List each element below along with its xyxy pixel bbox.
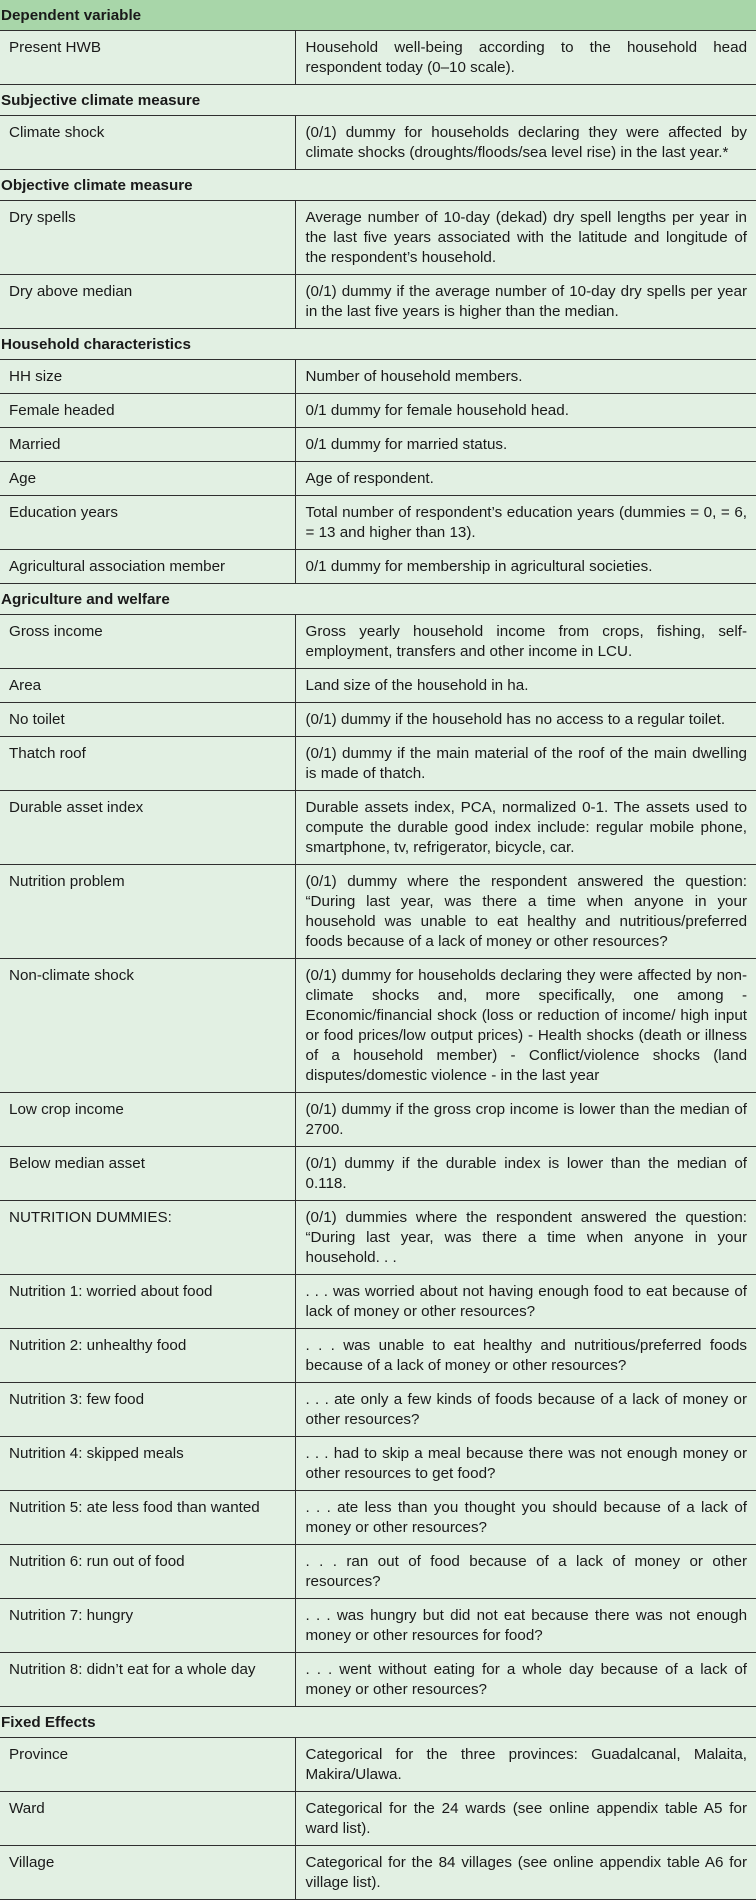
section-title: Agriculture and welfare bbox=[0, 584, 756, 615]
variable-description: (0/1) dummy if the average number of 10-day dry spells per year in the last five years is higher than the median. bbox=[295, 275, 756, 329]
variable-name: Nutrition 4: skipped meals bbox=[0, 1437, 295, 1491]
variable-name: Nutrition 6: run out of food bbox=[0, 1545, 295, 1599]
section-header-row bbox=[0, 584, 756, 615]
variable-description: Categorical for the 24 wards (see online appendix table A5 for ward list). bbox=[295, 1792, 756, 1846]
variable-description: (0/1) dummies where the respondent answered the question: “During last year, was there a time when anyone in your household. . . bbox=[295, 1201, 756, 1275]
variable-name: Education years bbox=[0, 496, 295, 550]
variable-name: Female headed bbox=[0, 394, 295, 428]
table-row bbox=[0, 31, 756, 85]
variable-name: Married bbox=[0, 428, 295, 462]
section-title: Objective climate measure bbox=[0, 170, 756, 201]
variable-description: Land size of the household in ha. bbox=[295, 669, 756, 703]
variable-name: Gross income bbox=[0, 615, 295, 669]
variable-name: Below median asset bbox=[0, 1147, 295, 1201]
variable-name: Dry above median bbox=[0, 275, 295, 329]
section-title: Fixed Effects bbox=[0, 1707, 756, 1738]
table-row bbox=[0, 1093, 756, 1147]
table-row bbox=[0, 703, 756, 737]
table-row bbox=[0, 1792, 756, 1846]
table-row bbox=[0, 428, 756, 462]
variable-description: Gross yearly household income from crops, fishing, self-employment, transfers and other income in LCU. bbox=[295, 615, 756, 669]
section-header-row bbox=[0, 329, 756, 360]
table-row bbox=[0, 496, 756, 550]
table-row bbox=[0, 669, 756, 703]
variable-description: (0/1) dummy for households declaring they were affected by non-climate shocks and, more specifically, one among - Economic/financial shock (loss or reduction of income/ high input or food prices/low output prices) - Health shocks (death or illness of a household member) - Conflict/violence shocks (land disputes/domestic violence - in the last year bbox=[295, 959, 756, 1093]
variable-description: . . . ran out of food because of a lack of money or other resources? bbox=[295, 1545, 756, 1599]
variable-name: Age bbox=[0, 462, 295, 496]
variable-description: 0/1 dummy for membership in agricultural societies. bbox=[295, 550, 756, 584]
variable-name: Dry spells bbox=[0, 201, 295, 275]
table-row bbox=[0, 1383, 756, 1437]
table-row bbox=[0, 865, 756, 959]
table-row bbox=[0, 1201, 756, 1275]
variable-description: . . . ate only a few kinds of foods because of a lack of money or other resources? bbox=[295, 1383, 756, 1437]
variable-name: NUTRITION DUMMIES: bbox=[0, 1201, 295, 1275]
variable-description: 0/1 dummy for married status. bbox=[295, 428, 756, 462]
table-row bbox=[0, 360, 756, 394]
variable-name: Low crop income bbox=[0, 1093, 295, 1147]
table-row bbox=[0, 1599, 756, 1653]
variable-description: Categorical for the three provinces: Guadalcanal, Malaita, Makira/Ulawa. bbox=[295, 1738, 756, 1792]
variable-description: Household well-being according to the household head respondent today (0–10 scale). bbox=[295, 31, 756, 85]
table-row bbox=[0, 737, 756, 791]
table-row bbox=[0, 959, 756, 1093]
section-header-row bbox=[0, 1707, 756, 1738]
table-row bbox=[0, 1437, 756, 1491]
variable-description: . . . went without eating for a whole day because of a lack of money or other resources? bbox=[295, 1653, 756, 1707]
variable-name: Village bbox=[0, 1846, 295, 1900]
variable-name: No toilet bbox=[0, 703, 295, 737]
table-row bbox=[0, 791, 756, 865]
table-row bbox=[0, 1738, 756, 1792]
variable-description: . . . ate less than you thought you should because of a lack of money or other resources? bbox=[295, 1491, 756, 1545]
section-title: Dependent variable bbox=[0, 0, 756, 31]
table-row bbox=[0, 275, 756, 329]
variable-name: Nutrition 2: unhealthy food bbox=[0, 1329, 295, 1383]
variable-description: Age of respondent. bbox=[295, 462, 756, 496]
variable-name: Ward bbox=[0, 1792, 295, 1846]
variable-description: . . . was unable to eat healthy and nutritious/preferred foods because of a lack of money or other resources? bbox=[295, 1329, 756, 1383]
variable-name: Present HWB bbox=[0, 31, 295, 85]
table-row bbox=[0, 462, 756, 496]
variable-name: Durable asset index bbox=[0, 791, 295, 865]
variable-description: (0/1) dummy if the durable index is lower than the median of 0.118. bbox=[295, 1147, 756, 1201]
table-row bbox=[0, 1846, 756, 1900]
variable-name: Non-climate shock bbox=[0, 959, 295, 1093]
variable-name: Nutrition problem bbox=[0, 865, 295, 959]
variable-name: HH size bbox=[0, 360, 295, 394]
section-title: Household characteristics bbox=[0, 329, 756, 360]
variable-description: Durable assets index, PCA, normalized 0-1. The assets used to compute the durable good index include: regular mobile phone, smartphone, tv, refrigerator, bicycle, car. bbox=[295, 791, 756, 865]
section-header-row bbox=[0, 85, 756, 116]
table-row bbox=[0, 1491, 756, 1545]
variable-name: Nutrition 1: worried about food bbox=[0, 1275, 295, 1329]
section-header-row bbox=[0, 0, 756, 31]
variable-name: Nutrition 7: hungry bbox=[0, 1599, 295, 1653]
variable-name: Nutrition 5: ate less food than wanted bbox=[0, 1491, 295, 1545]
variable-name: Thatch roof bbox=[0, 737, 295, 791]
variable-description: Total number of respondent’s education years (dummies = 0, = 6, = 13 and higher than 13). bbox=[295, 496, 756, 550]
section-title: Subjective climate measure bbox=[0, 85, 756, 116]
variable-description: Number of household members. bbox=[295, 360, 756, 394]
variable-description: (0/1) dummy if the gross crop income is lower than the median of 2700. bbox=[295, 1093, 756, 1147]
section-header-row bbox=[0, 170, 756, 201]
variable-name: Agricultural association member bbox=[0, 550, 295, 584]
variable-description: (0/1) dummy if the household has no access to a regular toilet. bbox=[295, 703, 756, 737]
table-row bbox=[0, 1545, 756, 1599]
variable-name: Climate shock bbox=[0, 116, 295, 170]
variable-description: 0/1 dummy for female household head. bbox=[295, 394, 756, 428]
table-row bbox=[0, 1329, 756, 1383]
table-row bbox=[0, 1147, 756, 1201]
variable-description: (0/1) dummy for households declaring they were affected by climate shocks (droughts/floods/sea level rise) in the last year.* bbox=[295, 116, 756, 170]
variable-description: Average number of 10-day (dekad) dry spell lengths per year in the last five years associated with the latitude and longitude of the respondent’s household. bbox=[295, 201, 756, 275]
table-row bbox=[0, 615, 756, 669]
variable-description: (0/1) dummy where the respondent answered the question: “During last year, was there a time when anyone in your household was unable to eat healthy and nutritious/preferred foods because of a lack of money or other resources? bbox=[295, 865, 756, 959]
variable-description: . . . had to skip a meal because there was not enough money or other resources to get food? bbox=[295, 1437, 756, 1491]
variable-name: Nutrition 3: few food bbox=[0, 1383, 295, 1437]
table-row bbox=[0, 550, 756, 584]
table-row bbox=[0, 1653, 756, 1707]
table-row bbox=[0, 201, 756, 275]
variable-description: (0/1) dummy if the main material of the roof of the main dwelling is made of thatch. bbox=[295, 737, 756, 791]
variable-name: Province bbox=[0, 1738, 295, 1792]
variable-description: . . . was hungry but did not eat because there was not enough money or other resources for food? bbox=[295, 1599, 756, 1653]
table-row bbox=[0, 116, 756, 170]
table-row bbox=[0, 394, 756, 428]
variable-description: Categorical for the 84 villages (see online appendix table A6 for village list). bbox=[295, 1846, 756, 1900]
table-row bbox=[0, 1275, 756, 1329]
variable-description: . . . was worried about not having enough food to eat because of lack of money or other resources? bbox=[295, 1275, 756, 1329]
variable-name: Area bbox=[0, 669, 295, 703]
variable-name: Nutrition 8: didn’t eat for a whole day bbox=[0, 1653, 295, 1707]
